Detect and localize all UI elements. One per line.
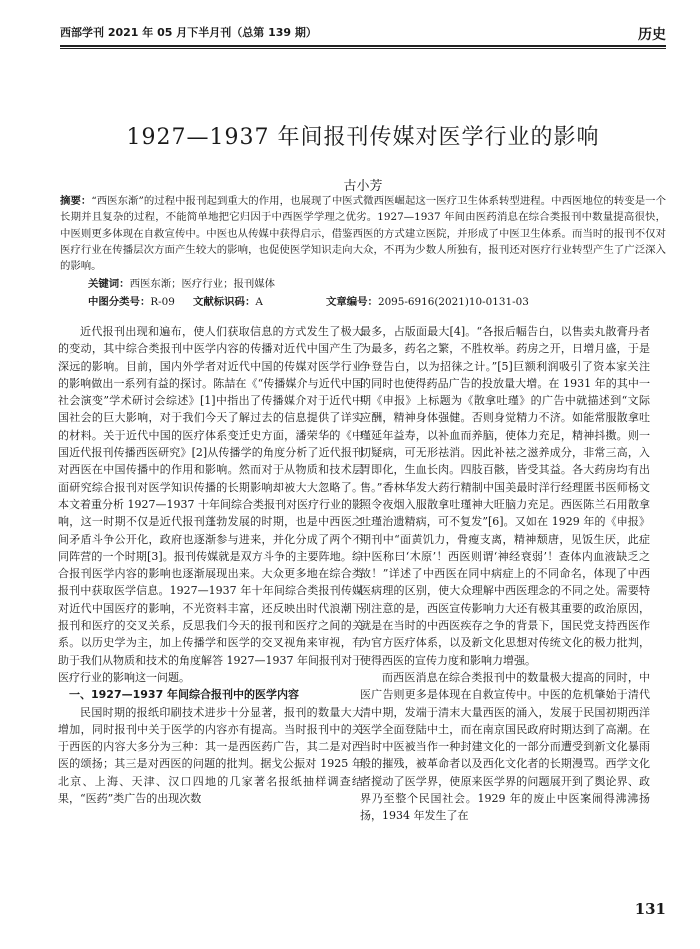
article-number: 文章编号：2095-6916(2021)10-0131-03 (326, 296, 529, 308)
header-rule-thin (60, 48, 666, 49)
abstract-label: 摘要： (60, 195, 92, 207)
body-column-right (360, 323, 650, 825)
keywords-text: 西医东渐；医疗行业；报刊媒体 (129, 278, 276, 290)
article-title: 1927—1937 年间报刊传媒对医学行业的影响 (126, 125, 600, 150)
body-column-left (58, 323, 363, 807)
header-rule (60, 45, 666, 47)
paragraph: 而西医消息在综合类报刊中的数量极大提高的同时，中医广告则更多是体现在自救宣传中。中医的危机肇始于清代清中期，发端于清末大量西医的涌入，发展于民国初期西洋医学全面登陆中土，而在南京国民政府时期达到了高潮。在当时中医被当作一种封建文化的一部分而遭受到新文化暴雨般的摧残，被革命者以及西化文化者的长期漫骂。西学文化者搅动了医学界，使原来医学界的问题展开到了舆论界、政界乃至整个民国社会。1929 年的废止中医案闹得沸沸扬扬，1934 年发生了在 (360, 670, 650, 823)
paragraph: 民国时期的报纸印刷技术进步十分显著，报刊的数量大大增加，同时报刊中关于医学的内容亦有提高。当时报刊中的关于西医的内容大多分为三种：其一是西医药广告，其二是对西医的颂扬；其三是对西医的问题的批判。据戈公振对 1925 年北京、上海、天津、汉口四地的几家著名报纸抽样调查结果，“医药”类广告的出现次数 (58, 705, 363, 806)
running-header (60, 18, 666, 44)
paragraph: 最多，占版面最大[4]。“各报后幅告白，以售卖丸散膏丹者为最多，药名之繁，不胜枚举。药房之开，日增月盛，于是争登告白，以为招徕之计。”[5]巨额利润吸引了资本家关注的同时也使得药品广告的投放量大增。在 1931 年的其中一期《申报》上标题为《散拿吐瑾》的广告中就描述到“文际应酬，精神身体强健。否则身觉精力不济。如能常服散拿吐瑾延年益寿，以补血而养脑，使体力充足，精神抖擞。则一切疑病，可无形祛消。因此补袪之滋养成分，非常三高，入胃即化，生血长肉。四肢百骸，皆受其益。各大药房均有出售。”香林华发大药行精制中国美最时洋行经理匿书医师杨文照令夜烟入服散拿吐瑾神大旺脑力充足。西医陈兰石用散拿吐瑾治遗精病，可不复发”[6]。又如在 1929 年的《申报》期刊中“面黄饥力，骨瘦支离，精神颓唐，见饭生厌，此症中医称曰‘木原’！西医则谓‘神经衰弱’！查体内血液缺乏之故！”详述了中西医在同中病症上的不同命名，体现了中西医病理的区别，使大众理解中西医理念的不同之处。需要特别注意的是，西医宣传影响力大还有极其重要的政治原因，就是在当时的中西医疾存之争的背景下，国民党支持西医作为官方医疗体系，以及新文化思想对传统文化的极力批判，使得西医的宣传力度和影响力增强。 (360, 325, 650, 667)
keywords (88, 275, 666, 290)
keywords-label: 关键词： (88, 278, 130, 290)
clc-code: 中图分类号：R-09 (88, 296, 175, 308)
page-number: 131 (634, 900, 666, 918)
article-author: 古小芳 (343, 179, 383, 194)
doc-code: 文献标识码：A (193, 296, 263, 308)
journal-info: 西部学刊 2021 年 05 月下半月刊（总第 139 期） (60, 26, 317, 39)
paragraph: 近代报刊出现和遍布，使人们获取信息的方式发生了极大的变动，其中综合类报刊中医学内容的传播对近代中国产生了深远的影响。目前，国内外学者对近代中国的传媒对医学行业的影响做出一系列有益的探讨。陈喆在《“传播媒介与近代中国社会演变”学术研讨会综述》[1]中指出了传播媒介对于近代中国社会的巨大影响，对于我们今天了解过去的信息提供了详实的材料。关于近代中国的医疗体系变迁史方面，潘荣华的《中国近代报刊传播西医研究》[2]从传播学的角度分析了近代报刊对西医在中国传播中的作用和影响。然而对于从物质和技术层面研究综合报刊对医学知识传播的长期影响却被大大忽略了。本文着重分析 1927—1937 十年间综合类报刊对医疗行业的影响，这一时期不仅是近代报刊蓬勃发展的时期，也是中西医之间矛盾斗争公开化，政府也逐渐参与进来，并化分成了两个不同阵营的一个时期[3]。报刊传媒就是双方斗争的主要阵地。综合报刊医学内容的影响也逐渐展现出来。大众更多地在综合类报刊中获取医学信息。1927—1937 年十年间综合类报刊传媒对近代中国医疗的影响，不光资料丰富，还反映出时代浪潮下报刊和医疗的交叉关系，反思我们今天的报刊和医疗之间的关系。以历史学为主，加上传播学和医学的交叉视角来审视，有助于我们从物质和技术的角度解答 1927—1937 年间报刊对于医疗行业的影响这一问题。 (58, 325, 363, 684)
section-label: 历史 (638, 27, 666, 43)
abstract-text: “西医东渐”的过程中报刊起到重大的作用，也展现了中医式微西医崛起这一医疗卫生体系转型进程。中西医地位的转变是一个长期并且复杂的过程，不能简单地把它归因于中西医学学理之优劣。1927—1937 年间由医药消息在综合类报刊中数量提高很快，中医则更多体现在自救宣传中。中医也从传媒中获得启示，借鉴西医的方式建立医院，并形成了中医卫生体系。而当时的报刊不仅对医疗行业在传播层次方面产生较大的影响，也促使医学知识走向大众，不再为少数人所独有，报刊还对医疗行业转型产生了广泛深入的影响。 (60, 195, 667, 273)
section-heading: 一、1927—1937 年间综合报刊中的医学内容 (69, 688, 300, 702)
abstract (60, 193, 666, 274)
